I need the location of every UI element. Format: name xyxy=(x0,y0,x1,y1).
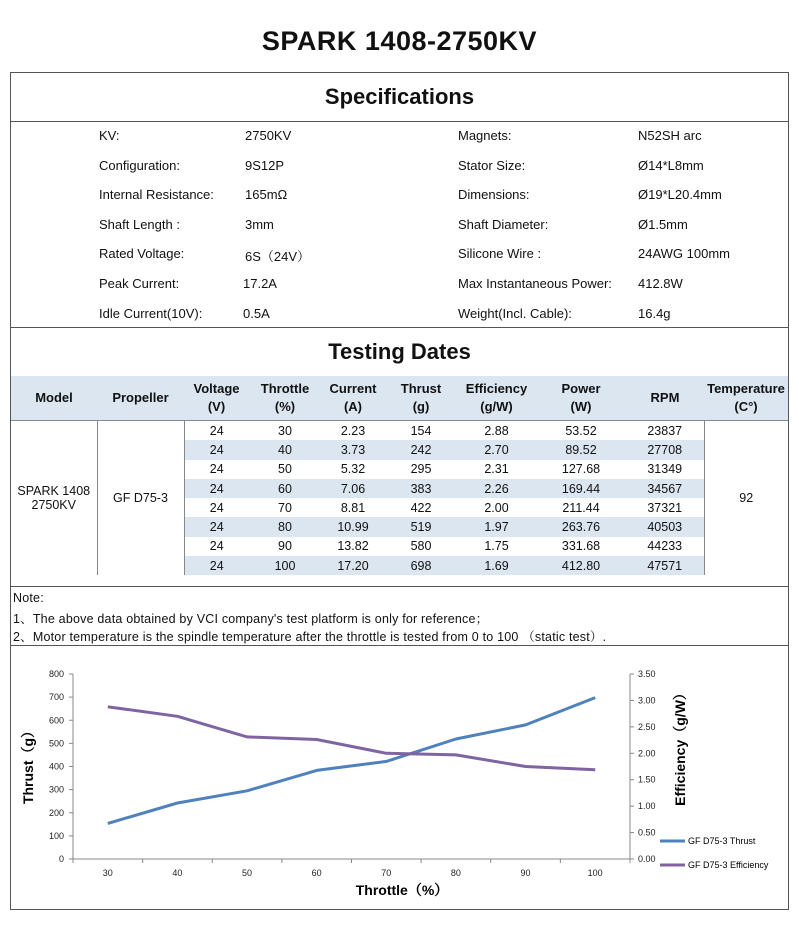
column-header: Propeller xyxy=(97,376,184,421)
table-cell: 169.44 xyxy=(536,479,626,498)
table-cell: 23837 xyxy=(647,423,683,438)
spec-value: 6S（24V） xyxy=(245,249,311,264)
note-heading: Note: xyxy=(13,591,44,605)
table-cell: 2.23 xyxy=(340,423,366,438)
spec-label: Shaft Length : xyxy=(99,217,180,232)
spec-label: Weight(Incl. Cable): xyxy=(458,306,572,321)
specifications-heading: Specifications xyxy=(324,84,475,109)
x-tick-label: 90 xyxy=(520,868,531,878)
table-header-row xyxy=(11,376,788,421)
y2-axis-label: Efficiency（g/W） xyxy=(672,686,688,806)
spec-label: KV: xyxy=(99,128,120,143)
table-cell: 295 xyxy=(410,462,432,477)
legend xyxy=(660,836,769,870)
column-header: Power (W) xyxy=(536,376,626,421)
column-header: Model xyxy=(11,376,97,421)
table-cell: 24 xyxy=(184,517,249,536)
y2-tick-label: 3.50 xyxy=(638,669,656,679)
spec-label: Idle Current(10V): xyxy=(99,306,203,321)
table-cell: 24 xyxy=(184,556,249,575)
spec-label: Stator Size: xyxy=(458,158,526,173)
table-cell: 211.44 xyxy=(562,500,600,515)
table-cell: 2.70 xyxy=(457,440,536,459)
table-cell: 31349 xyxy=(647,462,683,477)
table-cell: 8.81 xyxy=(340,500,366,515)
y-tick-label: 200 xyxy=(48,807,64,818)
spec-label: Silicone Wire : xyxy=(458,246,542,261)
y-axis-label: Thrust（g） xyxy=(20,723,36,805)
spec-label: Peak Current: xyxy=(99,276,180,291)
table-cell: 2.26 xyxy=(457,479,536,498)
table-cell: 80 xyxy=(249,517,321,536)
table-cell: 27708 xyxy=(626,440,704,459)
column-header: Efficiency (g/W) xyxy=(457,376,536,421)
table-cell: 154 xyxy=(410,423,432,438)
table-cell: 331.68 xyxy=(561,539,601,554)
table-cell: 10.99 xyxy=(321,517,385,536)
note-item: 1、The above data obtained by VCI company's test platform is only for reference； xyxy=(13,612,489,626)
table-cell: 422 xyxy=(410,500,432,515)
x-tick-label: 100 xyxy=(587,868,603,878)
table-cell: 5.32 xyxy=(340,462,366,477)
y2-tick-label: 2.00 xyxy=(638,748,656,759)
x-tick-label: 50 xyxy=(242,868,253,878)
table-cell: 7.06 xyxy=(321,479,385,498)
y-tick-label: 400 xyxy=(48,761,64,772)
table-cell: 412.80 xyxy=(536,556,626,575)
spec-value: Ø14*L8mm xyxy=(638,158,704,173)
spec-value: 165mΩ xyxy=(245,187,288,202)
table-cell: 60 xyxy=(249,479,321,498)
legend-thrust-label: GF D75-3 Thrust xyxy=(688,836,756,846)
spec-label: Configuration: xyxy=(99,158,180,173)
table-cell: 24 xyxy=(184,440,249,459)
table-cell: 50 xyxy=(278,462,292,477)
table-cell: 100 xyxy=(249,556,321,575)
spec-label: Rated Voltage: xyxy=(99,246,185,261)
y2-tick-label: 1.00 xyxy=(638,801,656,812)
table-cell: 1.69 xyxy=(457,556,536,575)
table-cell: 2.00 xyxy=(484,500,509,515)
table-cell: 37321 xyxy=(647,500,683,515)
table-cell: 242 xyxy=(385,440,457,459)
spec-value: 17.2A xyxy=(243,276,277,291)
table-cell: 519 xyxy=(385,517,457,536)
testing-table xyxy=(11,376,788,575)
table-cell: 89.52 xyxy=(536,440,626,459)
x-tick-label: 70 xyxy=(381,868,392,878)
spec-label: Magnets: xyxy=(458,128,512,143)
spec-value: 9S12P xyxy=(245,158,285,173)
column-header: Temperature (C°) xyxy=(704,376,788,421)
table-cell: 24 xyxy=(209,462,224,477)
y-tick-label: 100 xyxy=(48,830,64,841)
y-tick-label: 300 xyxy=(48,784,64,795)
table-cell: 1.97 xyxy=(457,517,536,536)
table-cell: 70 xyxy=(278,500,292,515)
y2-tick-label: 0.50 xyxy=(638,827,656,838)
table-cell: 53.52 xyxy=(565,423,597,438)
divider xyxy=(10,327,789,328)
legend-efficiency-label: GF D75-3 Efficiency xyxy=(688,860,769,870)
spec-value: 412.8W xyxy=(638,276,683,291)
column-header: RPM xyxy=(626,376,704,421)
y2-tick-label: 0.00 xyxy=(638,854,656,864)
spec-value: 3mm xyxy=(245,217,274,232)
spec-label: Dimensions: xyxy=(458,187,530,202)
spec-label: Shaft Diameter: xyxy=(458,217,549,232)
table-cell: 127.68 xyxy=(561,462,601,477)
note-item: 2、Motor temperature is the spindle temperature after the throttle is tested from 0 to 100 （static test）. xyxy=(13,630,607,644)
table-cell: 2.88 xyxy=(484,423,509,438)
spec-value: 16.4g xyxy=(638,306,671,321)
column-header: Current (A) xyxy=(321,376,385,421)
spec-value: 24AWG 100mm xyxy=(638,246,730,261)
table-cell: 17.20 xyxy=(321,556,385,575)
y2-tick-label: 1.50 xyxy=(638,774,656,785)
performance-chart xyxy=(0,646,799,908)
spec-value: 0.5A xyxy=(243,306,270,321)
table-cell: 383 xyxy=(385,479,457,498)
divider xyxy=(10,586,789,587)
model-cell: SPARK 1408 2750KV xyxy=(11,421,97,576)
table-cell: 24 xyxy=(184,479,249,498)
column-header: Thrust (g) xyxy=(385,376,457,421)
table-cell: 1.75 xyxy=(484,539,509,554)
table-cell: 34567 xyxy=(626,479,704,498)
table-cell: 2.31 xyxy=(484,462,509,477)
table-cell: 263.76 xyxy=(536,517,626,536)
table-cell: 580 xyxy=(410,539,432,554)
y2-tick-label: 2.50 xyxy=(638,721,656,732)
testing-heading: Testing Dates xyxy=(328,339,471,364)
table-cell: 40503 xyxy=(626,517,704,536)
x-tick-label: 40 xyxy=(172,868,183,878)
spec-value: Ø1.5mm xyxy=(638,217,688,232)
y2-tick-label: 3.00 xyxy=(638,695,656,706)
table-cell: 24 xyxy=(209,539,224,554)
table-cell: 13.82 xyxy=(337,539,369,554)
table-cell: 90 xyxy=(278,539,292,554)
spec-label: Internal Resistance: xyxy=(99,187,214,202)
temperature-cell: 92 xyxy=(704,421,788,576)
x-tick-label: 80 xyxy=(450,868,461,878)
propeller-cell: GF D75-3 xyxy=(97,421,184,576)
efficiency-series-line xyxy=(108,707,595,770)
column-header: Voltage (V) xyxy=(184,376,249,421)
x-tick-label: 30 xyxy=(102,868,113,878)
table-cell: 3.73 xyxy=(321,440,385,459)
spec-label: Max Instantaneous Power: xyxy=(458,276,612,291)
x-axis-label: Throttle（%） xyxy=(355,882,449,898)
y-tick-label: 800 xyxy=(48,669,64,679)
table-cell: 24 xyxy=(209,500,224,515)
y-tick-label: 0 xyxy=(58,854,64,864)
spec-value: N52SH arc xyxy=(638,128,702,143)
table-cell: 698 xyxy=(385,556,457,575)
y-tick-label: 500 xyxy=(48,738,64,749)
y-tick-label: 600 xyxy=(48,715,64,726)
y-tick-label: 700 xyxy=(48,692,64,703)
table-cell: 47571 xyxy=(626,556,704,575)
table-cell: 30 xyxy=(278,423,292,438)
table-row xyxy=(11,421,788,441)
column-header: Throttle (%) xyxy=(249,376,321,421)
spec-value: Ø19*L20.4mm xyxy=(638,187,722,202)
x-tick-label: 60 xyxy=(311,868,322,878)
divider xyxy=(10,121,789,122)
page-title: SPARK 1408-2750KV xyxy=(261,26,538,56)
table-cell: 40 xyxy=(249,440,321,459)
table-cell: 44233 xyxy=(647,539,683,554)
spec-value: 2750KV xyxy=(245,128,292,143)
table-cell: 24 xyxy=(209,423,224,438)
